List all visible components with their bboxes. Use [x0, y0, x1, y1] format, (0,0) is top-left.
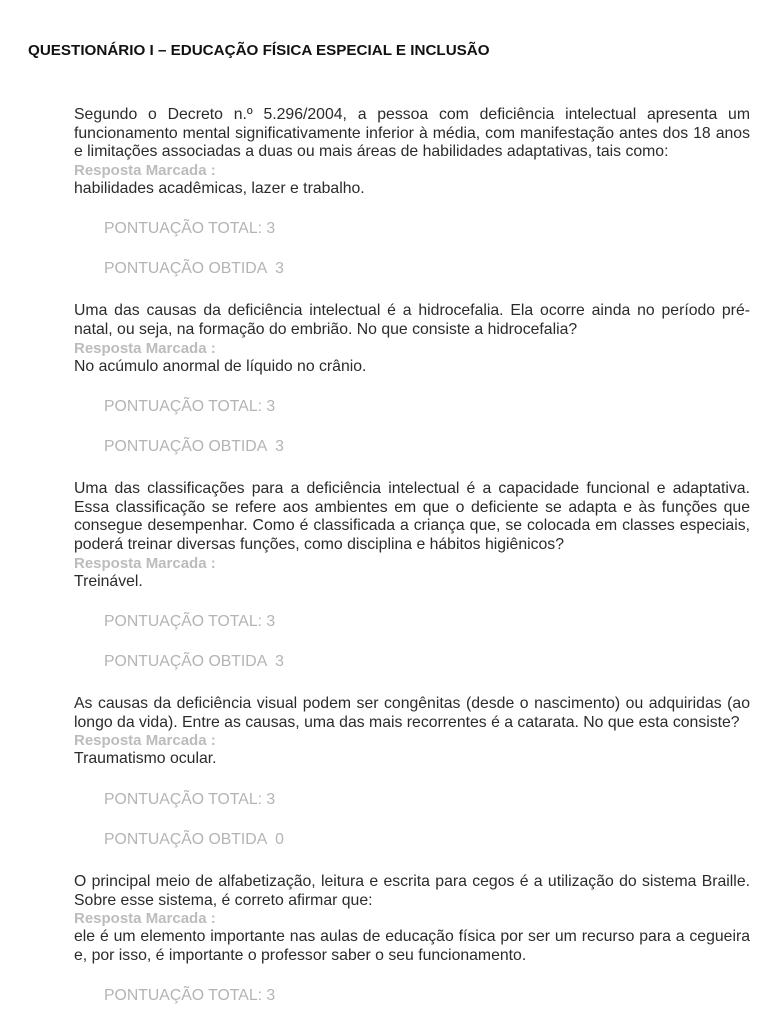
answer-text: Traumatismo ocular. — [74, 750, 217, 768]
answer-label: Resposta Marcada : — [74, 161, 216, 179]
page-title: QUESTIONÁRIO I – EDUCAÇÃO FÍSICA ESPECIAL E INCLUSÃO — [28, 42, 490, 59]
answer-text: Treinável. — [74, 572, 143, 590]
answer-label: Resposta Marcada : — [74, 554, 216, 572]
question-text: Segundo o Decreto n.º 5.296/2004, a pessoa com deficiência intelectual apresenta um funcionamento mental significativamente inferior à média, com manifestação antes dos 18 anos e limitações associadas a duas ou mais áreas de habilidades adaptativas, tais como: — [74, 106, 750, 161]
question-text: As causas da deficiência visual podem ser congênitas (desde o nascimento) ou adquiridas (ao longo da vida). Entre as causas, uma das mais recorrentes é a catarata. No que esta consiste? — [74, 695, 750, 731]
score-total: PONTUAÇÃO TOTAL: 3 — [104, 220, 276, 238]
answer-text: ele é um elemento importante nas aulas de educação física por ser um recurso para a cegueira e, por isso, é importante o professor saber o seu funcionamento. — [74, 928, 750, 964]
score-obtained: PONTUAÇÃO OBTIDA 3 — [104, 260, 284, 278]
question-text: O principal meio de alfabetização, leitura e escrita para cegos é a utilização do sistema Braille. Sobre esse sistema, é correto afirmar que: — [74, 872, 750, 909]
score-total: PONTUAÇÃO TOTAL: 3 — [104, 790, 276, 808]
score-obtained: PONTUAÇÃO OBTIDA 0 — [104, 830, 284, 848]
question-item — [74, 695, 750, 849]
answer-text: No acúmulo anormal de líquido no crânio. — [74, 357, 367, 375]
score-total: PONTUAÇÃO TOTAL: 3 — [104, 987, 276, 1005]
question-item — [74, 302, 750, 456]
answer-label: Resposta Marcada : — [74, 339, 216, 357]
question-item — [74, 106, 750, 278]
answer-text: habilidades acadêmicas, lazer e trabalho. — [74, 179, 365, 197]
answer-label: Resposta Marcada : — [74, 910, 216, 928]
question-text: Uma das classificações para a deficiência intelectual é a capacidade funcional e adaptativa. Essa classificação se refere aos ambientes em que o deficiente se adapta e às funções que consegue desempenhar. Como é classificada a criança que, se colocada em classes especiais, poderá treinar diversas funções, como disciplina e hábitos higiênicos? — [74, 480, 750, 553]
question-text: Uma das causas da deficiência intelectual é a hidrocefalia. Ela ocorre ainda no período pré-natal, ou seja, na formação do embrião. No que consiste a hidrocefalia? — [74, 302, 750, 338]
question-list — [74, 106, 750, 1029]
score-total: PONTUAÇÃO TOTAL: 3 — [104, 398, 276, 416]
answer-label: Resposta Marcada : — [74, 732, 216, 750]
score-obtained: PONTUAÇÃO OBTIDA 3 — [104, 438, 284, 456]
score-total: PONTUAÇÃO TOTAL: 3 — [104, 613, 276, 631]
question-item — [74, 480, 750, 671]
question-item — [74, 873, 750, 1005]
score-obtained: PONTUAÇÃO OBTIDA 3 — [104, 653, 284, 671]
